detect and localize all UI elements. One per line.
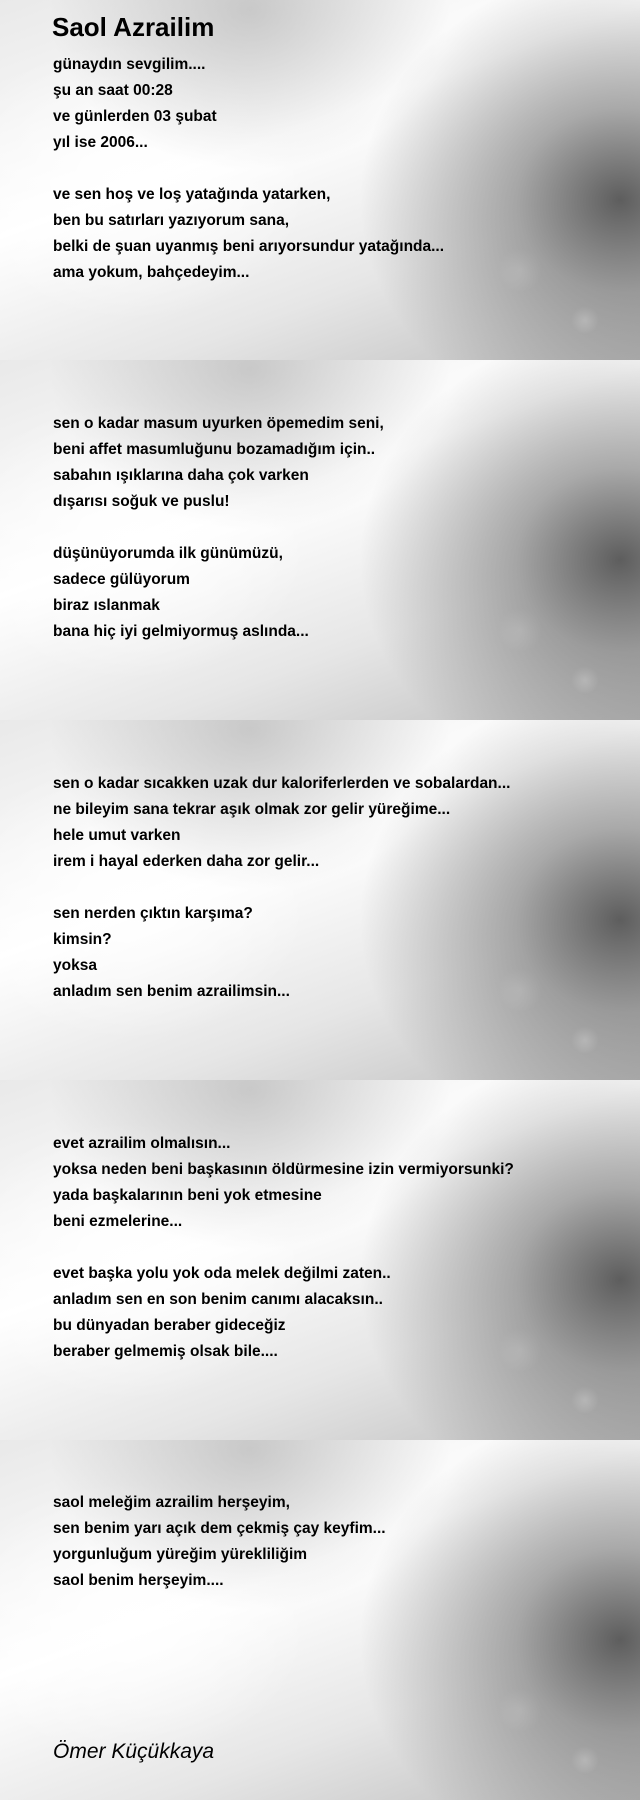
stanza-break <box>53 156 444 182</box>
poem-line: ne bileyim sana tekrar aşık olmak zor gelir yüreğime... <box>53 801 451 818</box>
poem-line: kimsin? <box>53 931 112 948</box>
poem-line: sen o kadar masum uyurken öpemedim seni, <box>53 415 384 432</box>
poem-line: bana hiç iyi gelmiyormuş aslında... <box>53 623 309 640</box>
poem-line: evet başka yolu yok oda melek değilmi zaten.. <box>53 1265 391 1282</box>
poem-line: düşünüyorumda ilk günümüzü, <box>53 545 283 562</box>
poem-line: ve günlerden 03 şubat <box>53 108 217 125</box>
poem-line: biraz ıslanmak <box>53 597 160 614</box>
poem-line: yıl ise 2006... <box>53 134 148 151</box>
poem-line: dışarısı soğuk ve puslu! <box>53 493 230 510</box>
poem-line: günaydın sevgilim.... <box>53 56 206 73</box>
poem-line: belki de şuan uyanmış beni arıyorsundur yatağında... <box>53 238 445 255</box>
poem-line: yorgunluğum yüreğim yürekliliğim <box>53 1546 308 1563</box>
poem-line: sabahın ışıklarına daha çok varken <box>53 467 309 484</box>
poem-title: Saol Azrailim <box>52 12 215 42</box>
stanza-block-5 <box>53 1490 386 1594</box>
poem-line: evet azrailim olmalısın... <box>53 1135 231 1152</box>
poem-line: yoksa <box>53 957 97 974</box>
stanza-block-4 <box>53 1131 514 1365</box>
stanza-break <box>53 515 384 541</box>
stanza-block-1 <box>53 52 444 286</box>
poem-line: beraber gelmemiş olsak bile.... <box>53 1343 278 1360</box>
stanza-block-3 <box>53 771 510 1005</box>
poem-line: ve sen hoş ve loş yatağında yatarken, <box>53 186 331 203</box>
poem-line: sen o kadar sıcakken uzak dur kaloriferlerden ve sobalardan... <box>53 775 511 792</box>
poem-author: Ömer Küçükkaya <box>53 1740 215 1763</box>
poem-line: beni ezmelerine... <box>53 1213 183 1230</box>
poem-line: irem i hayal ederken daha zor gelir... <box>53 853 320 870</box>
stanza-block-2 <box>53 411 384 645</box>
poem-line: ben bu satırları yazıyorum sana, <box>53 212 290 229</box>
poem-line: yada başkalarının beni yok etmesine <box>53 1187 322 1204</box>
poem-line: sadece gülüyorum <box>53 571 190 588</box>
poem-line: ama yokum, bahçedeyim... <box>53 264 250 281</box>
stanza-break <box>53 1235 514 1261</box>
poem-line: saol benim herşeyim.... <box>53 1572 224 1589</box>
poem-line: saol meleğim azrailim herşeyim, <box>53 1494 290 1511</box>
poem-line: yoksa neden beni başkasının öldürmesine izin vermiyorsunki? <box>53 1161 514 1178</box>
poem-line: bu dünyadan beraber gideceğiz <box>53 1317 286 1334</box>
poem-line: sen nerden çıktın karşıma? <box>53 905 253 922</box>
poem-line: şu an saat 00:28 <box>53 82 173 99</box>
stanza-break <box>53 875 510 901</box>
poem-line: anladım sen en son benim canımı alacaksın.. <box>53 1291 383 1308</box>
poem-line: hele umut varken <box>53 827 181 844</box>
poem-line: beni affet masumluğunu bozamadığım için.. <box>53 441 376 458</box>
poem-line: anladım sen benim azrailimsin... <box>53 983 290 1000</box>
poem-line: sen benim yarı açık dem çekmiş çay keyfim... <box>53 1520 386 1537</box>
